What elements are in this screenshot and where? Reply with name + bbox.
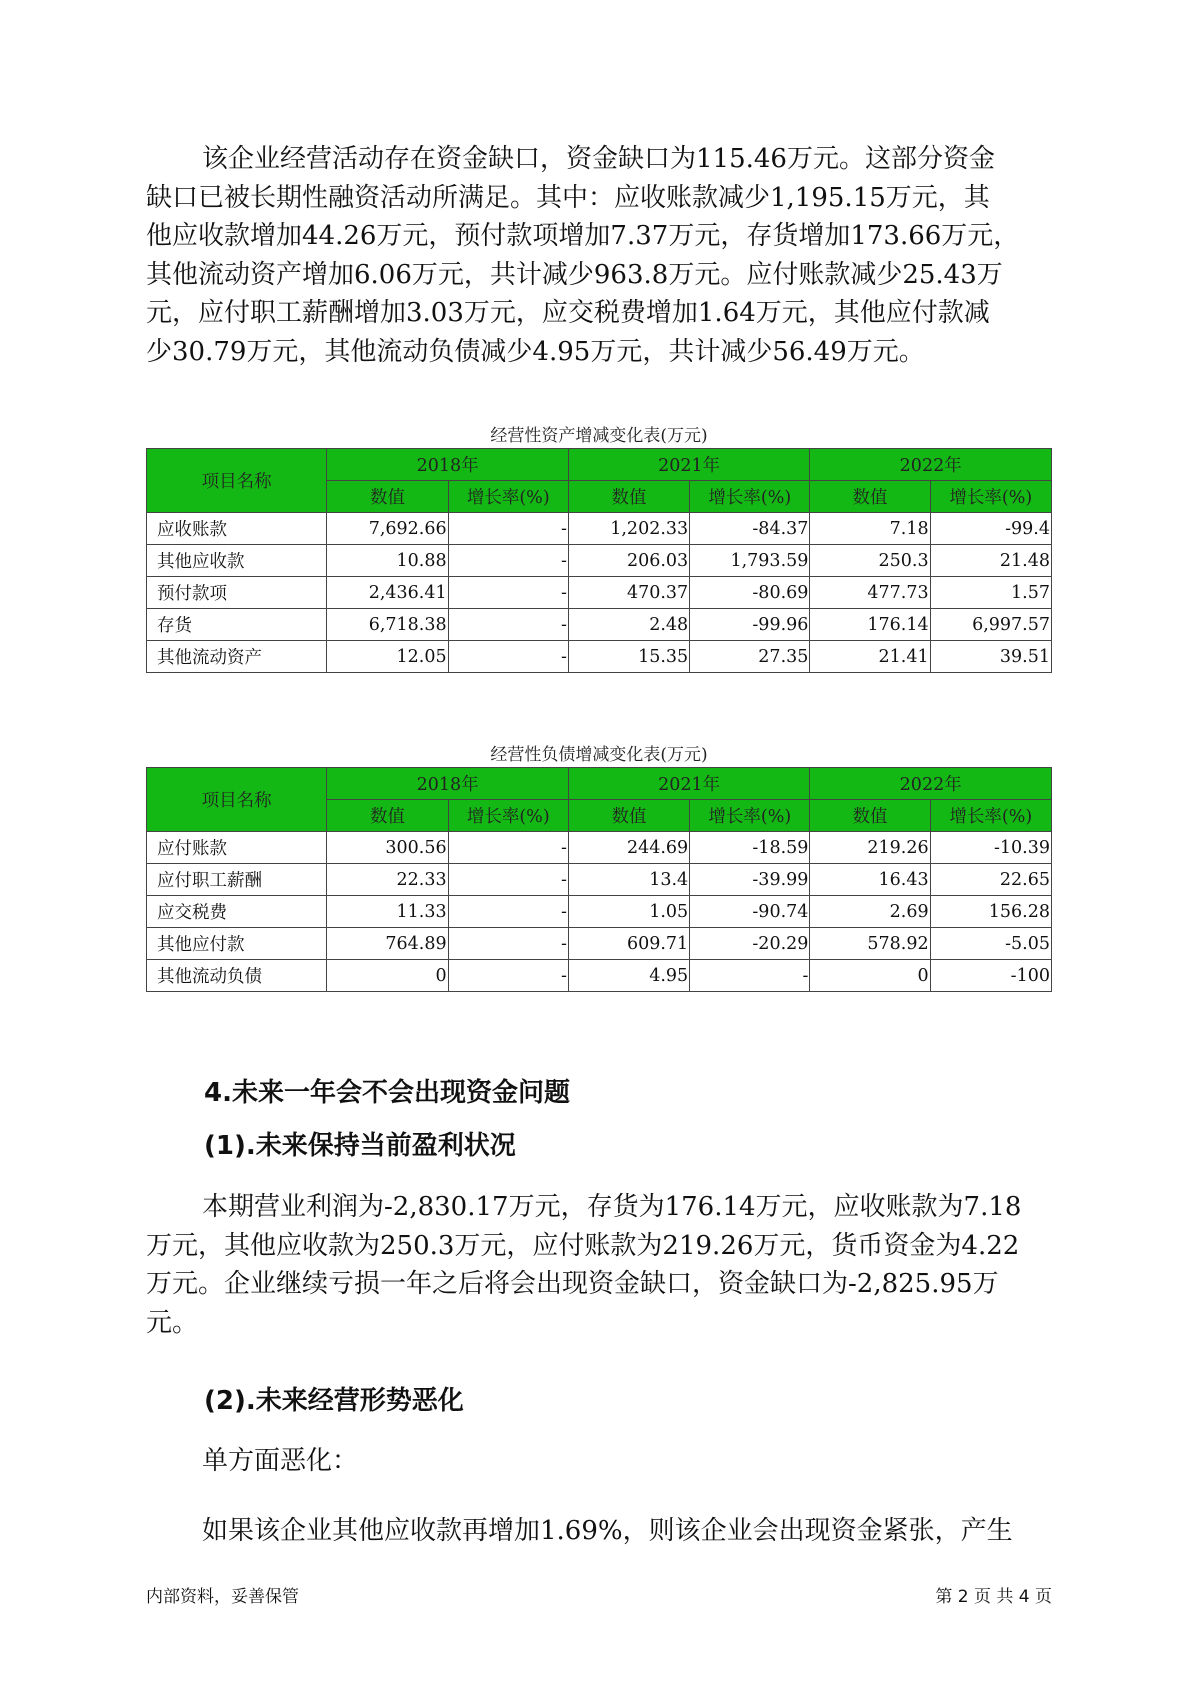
growth-header: 增长率(%): [448, 800, 568, 832]
table-cell: 27.35: [690, 641, 810, 673]
assets-table-caption: 经营性资产增减变化表(万元): [490, 426, 708, 446]
table-cell: -80.69: [690, 577, 810, 609]
year-header: 2018年: [327, 449, 569, 481]
table-cell: -: [448, 928, 568, 960]
row-label: 其他应付款: [147, 928, 327, 960]
table-cell: -84.37: [690, 513, 810, 545]
text-line: 万元。企业继续亏损一年之后将会出现资金缺口，资金缺口为-2,825.95万: [146, 1269, 999, 1299]
row-label: 预付款项: [147, 577, 327, 609]
table-cell: 7,692.66: [327, 513, 448, 545]
table-cell: -99.96: [690, 609, 810, 641]
row-label: 其他应收款: [147, 545, 327, 577]
paragraph-unilateral: [146, 1442, 1058, 1481]
text-line: 元，应付职工薪酬增加3.03万元，应交税费增加1.64万元，其他应付款减: [146, 298, 990, 328]
subsection-heading: (2).未来经营形势恶化: [204, 1386, 464, 1416]
table-cell: 22.33: [327, 864, 448, 896]
table-cell: -: [448, 864, 568, 896]
table-cell: 2.69: [810, 896, 930, 928]
table-row: [147, 864, 1052, 896]
table-cell: 10.88: [327, 545, 448, 577]
table-cell: 1,793.59: [690, 545, 810, 577]
table-cell: -: [448, 609, 568, 641]
year-header: 2022年: [810, 449, 1052, 481]
table-row: [147, 832, 1052, 864]
row-label: 存货: [147, 609, 327, 641]
table-cell: -: [448, 832, 568, 864]
row-label: 应付职工薪酬: [147, 864, 327, 896]
table-cell: 578.92: [810, 928, 930, 960]
year-header: 2021年: [568, 449, 810, 481]
table-cell: 22.65: [930, 864, 1051, 896]
value-header: 数值: [810, 800, 930, 832]
table-cell: 2.48: [568, 609, 689, 641]
text-line: 如果该企业其他应收款再增加1.69%，则该企业会出现资金紧张，产生: [202, 1516, 1013, 1546]
table-cell: -: [448, 960, 568, 992]
text-line: 该企业经营活动存在资金缺口，资金缺口为115.46万元。这部分资金: [202, 144, 995, 174]
table-row: [147, 577, 1052, 609]
growth-header: 增长率(%): [690, 481, 810, 513]
text-line: 万元，其他应收款为250.3万元，应付账款为219.26万元，货币资金为4.22: [146, 1230, 1020, 1261]
table-cell: 764.89: [327, 928, 448, 960]
table-row: [147, 513, 1052, 545]
table-cell: -100: [930, 960, 1051, 992]
table-row: [147, 641, 1052, 673]
table-cell: -90.74: [690, 896, 810, 928]
text-line: 元。: [146, 1307, 199, 1338]
table-cell: 13.4: [568, 864, 689, 896]
paragraph-other-receivables: [146, 1512, 1058, 1551]
value-header: 数值: [327, 481, 448, 513]
table-cell: 21.41: [810, 641, 930, 673]
table-row: [147, 545, 1052, 577]
year-header: 2021年: [568, 768, 810, 800]
table-cell: 609.71: [568, 928, 689, 960]
table-row: [147, 928, 1052, 960]
section-heading: 4.未来一年会不会出现资金问题: [204, 1078, 570, 1108]
row-label: 应付账款: [147, 832, 327, 864]
liabilities-table-caption: 经营性负债增减变化表(万元): [490, 745, 708, 765]
footer-page-number: 第 2 页 共 4 页: [935, 1587, 1052, 1607]
table-cell: 4.95: [568, 960, 689, 992]
table-cell: -: [448, 577, 568, 609]
table-cell: 1.57: [930, 577, 1051, 609]
table-cell: 11.33: [327, 896, 448, 928]
table-cell: 12.05: [327, 641, 448, 673]
table-cell: 39.51: [930, 641, 1051, 673]
table-cell: -10.39: [930, 832, 1051, 864]
table-cell: -20.29: [690, 928, 810, 960]
paragraph-cash-gap: [146, 140, 1058, 371]
liabilities-table: [146, 767, 1052, 992]
table-cell: 21.48: [930, 545, 1051, 577]
table-cell: -: [448, 641, 568, 673]
table-cell: -99.4: [930, 513, 1051, 545]
text-line: 单方面恶化：: [202, 1446, 359, 1476]
footer-confidential-note: 内部资料，妥善保管: [146, 1587, 299, 1607]
row-label: 其他流动负债: [147, 960, 327, 992]
row-label: 其他流动资产: [147, 641, 327, 673]
value-header: 数值: [568, 481, 689, 513]
table-cell: 6,997.57: [930, 609, 1051, 641]
table-cell: -: [690, 960, 810, 992]
paragraph-profit-status: [146, 1188, 1058, 1342]
table-cell: 1.05: [568, 896, 689, 928]
table-cell: 470.37: [568, 577, 689, 609]
table-cell: 206.03: [568, 545, 689, 577]
table-cell: 176.14: [810, 609, 930, 641]
text-line: 其他流动资产增加6.06万元，共计减少963.8万元。应付账款减少25.43万: [146, 259, 1003, 290]
item-name-header: 项目名称: [147, 768, 327, 832]
table-cell: 0: [810, 960, 930, 992]
text-line: 他应收款增加44.26万元，预付款项增加7.37万元，存货增加173.66万元，: [146, 221, 1020, 251]
table-cell: 156.28: [930, 896, 1051, 928]
assets-table: [146, 448, 1052, 673]
row-label: 应交税费: [147, 896, 327, 928]
year-header: 2022年: [810, 768, 1052, 800]
table-cell: 244.69: [568, 832, 689, 864]
table-row: [147, 609, 1052, 641]
table-cell: 2,436.41: [327, 577, 448, 609]
table-cell: 477.73: [810, 577, 930, 609]
growth-header: 增长率(%): [930, 800, 1051, 832]
table-cell: -: [448, 545, 568, 577]
subsection-heading: (1).未来保持当前盈利状况: [204, 1131, 516, 1161]
text-line: 缺口已被长期性融资活动所满足。其中：应收账款减少1,195.15万元，其: [146, 182, 990, 213]
table-cell: -5.05: [930, 928, 1051, 960]
growth-header: 增长率(%): [448, 481, 568, 513]
table-cell: 1,202.33: [568, 513, 689, 545]
year-header: 2018年: [327, 768, 569, 800]
row-label: 应收账款: [147, 513, 327, 545]
table-cell: 6,718.38: [327, 609, 448, 641]
text-line: 少30.79万元，其他流动负债减少4.95万元，共计减少56.49万元。: [146, 336, 925, 367]
value-header: 数值: [327, 800, 448, 832]
table-cell: -: [448, 513, 568, 545]
table-row: [147, 960, 1052, 992]
table-cell: 219.26: [810, 832, 930, 864]
table-row: [147, 896, 1052, 928]
table-cell: 0: [327, 960, 448, 992]
table-cell: 16.43: [810, 864, 930, 896]
table-cell: 15.35: [568, 641, 689, 673]
table-cell: -: [448, 896, 568, 928]
growth-header: 增长率(%): [690, 800, 810, 832]
growth-header: 增长率(%): [930, 481, 1051, 513]
table-cell: -39.99: [690, 864, 810, 896]
value-header: 数值: [568, 800, 689, 832]
table-cell: 7.18: [810, 513, 930, 545]
table-cell: -18.59: [690, 832, 810, 864]
value-header: 数值: [810, 481, 930, 513]
text-line: 本期营业利润为-2,830.17万元，存货为176.14万元，应收账款为7.18: [202, 1192, 1022, 1222]
table-cell: 250.3: [810, 545, 930, 577]
table-cell: 300.56: [327, 832, 448, 864]
item-name-header: 项目名称: [147, 449, 327, 513]
